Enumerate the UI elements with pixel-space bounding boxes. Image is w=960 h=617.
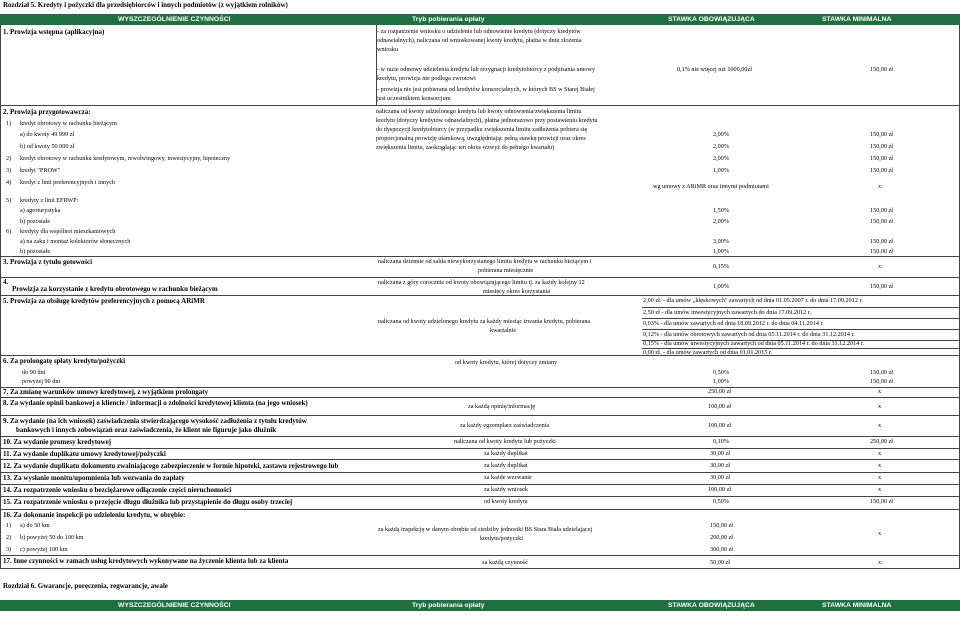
- r12-title: 12. Za wydanie duplikatu dokumentu zwalniającego zabezpieczenie w formie hipoteki, zastawu rejestrowego lub: [3, 462, 339, 470]
- r15-rate: 0,50%: [713, 498, 729, 505]
- r13-rate: 30,00 zł: [710, 474, 730, 481]
- r11-rate: 30,00 zł: [710, 450, 730, 457]
- r12-min: x: [878, 462, 882, 469]
- r4-num: 4.: [3, 278, 9, 286]
- r2-item-label: a) na zaku i montaż kolektorów słonecznych: [20, 238, 131, 245]
- r9-rate: 100,00 zł: [708, 422, 732, 429]
- header-col-rate: STAWKA OBOWIĄZUJĄCA: [668, 16, 755, 23]
- r11-min: x: [878, 450, 882, 457]
- header-col-min: STAWKA MINIMALNA: [822, 16, 892, 23]
- r2-item-min: 150,00 zł: [870, 131, 894, 138]
- header-col-mode: Tryb pobierania opłaty: [412, 16, 485, 23]
- r5-rate: 0,15% - dla umów inwestycyjnych zawartych od dnia 05.11.2014 r. do dnia 31.12.2014 r.: [643, 340, 865, 347]
- r3-rate: 0,15%: [713, 263, 729, 270]
- r4-min: 150,00 zł: [870, 283, 894, 290]
- r1-mode-line: - za rozpatrzenie wniosku o udzielenie lub odnowienie kredytu (dotyczy kredytów: [377, 28, 581, 35]
- r1-min: 150,00 zł: [870, 66, 894, 73]
- r6-mode: od kwoty kredytu, której dotyczy zmiany: [455, 359, 558, 366]
- r1-mode-line: odnawialnych), naliczana od wnioskowanej kwoty kredytu, płatna w dniu złożenia: [377, 37, 582, 44]
- r2-item-min: 150,00 zł: [870, 248, 894, 255]
- r1-note-line: - prowizja nie jest pobierana od kredytów konsorcjalnych, w których BS w Starej Białej: [377, 86, 595, 93]
- r16-item-num: 2): [6, 534, 12, 541]
- r5-rate: 2,50 zł - dla umów inwestycyjnych zawartych do dnia 17.09.2012 r.: [643, 309, 812, 316]
- r16-item-rate: 300,00 zł: [710, 546, 734, 553]
- r10-rate: 0,10%: [713, 438, 729, 445]
- footer-header-col-mode: Tryb pobierania opłaty: [412, 602, 485, 609]
- r2-item-label: b) od kwoty 50 000 zł: [20, 143, 75, 150]
- r6-item-label: do 90 dni: [22, 369, 46, 376]
- r2-mode-line: proporcjonalną prowizję ułamkową, uwzględniając pełną stawkę prowizji oraz okres: [376, 135, 586, 142]
- r2-item-rate: 1,00%: [713, 167, 729, 174]
- footer-section-title: Rozdział 6. Gwarancje, poręczenia, regwarancje, awale: [3, 582, 168, 590]
- r16-item-label: c) powyżej 100 km: [20, 546, 68, 553]
- r11-mode: za każdy duplikat: [484, 450, 528, 457]
- r8-rate: 100,00 zł: [708, 403, 732, 410]
- r2-item-min: 150,00 zł: [870, 218, 894, 225]
- r3-mode-line: pobierana miesięcznie: [478, 267, 534, 274]
- r16-title: 16. Za dokonanie inspekcji po udzieleniu kredytu, w obrębie:: [3, 511, 186, 519]
- r2-item-num: 3): [6, 167, 12, 174]
- r3-min: x: [878, 263, 882, 270]
- r13-min: x: [878, 474, 882, 481]
- r5-rate: 0,03% - dla umów zawartych od dnia 18.09.2012 r. do dnia 04.11.2014 r.: [643, 320, 824, 327]
- r17-mode: za każdą czynność: [482, 559, 529, 566]
- r2-item-rate: 1,50%: [713, 207, 729, 214]
- r8-mode: za każdą opinię/informację: [468, 403, 535, 410]
- r2-item-num: 6): [6, 228, 12, 235]
- r2-item-min: 150,00 zł: [870, 155, 894, 162]
- r2-title: 2. Prowizja przygotowawcza:: [3, 108, 91, 116]
- r16-item-label: b) powyżej 50 do 100 km: [20, 534, 84, 541]
- r13-mode: za każde wezwanie: [484, 474, 532, 481]
- r2-item-label: kredyt obrotowy w rachunku kredytowym, rewolwingowy, inwestycyjny, hipoteczny: [20, 155, 231, 162]
- table-header: [0, 14, 960, 25]
- r17-min: x: [878, 559, 882, 566]
- r2-item-rate: 2,00%: [713, 131, 729, 138]
- r12-rate: 30,00 zł: [710, 462, 730, 469]
- r2-item-label: kredyt obrotowy w rachunku bieżącym: [20, 120, 117, 127]
- r5-title: 5. Prowizja za obsługę kredytów preferencyjnych z pomocą ARiMR: [3, 297, 205, 305]
- r16-min: x: [878, 530, 882, 537]
- footer-header-col-rate: STAWKA OBOWIĄZUJĄCA: [668, 602, 755, 609]
- r4-rate: 1,00%: [713, 283, 729, 290]
- r2-item-label: kredyt z linii preferencyjnych i innych: [20, 179, 116, 186]
- r7-min: x: [878, 388, 882, 395]
- r2-item-min: 150,00 zł: [870, 143, 894, 150]
- r16-item-rate: 200,00 zł: [710, 534, 734, 541]
- r2-item-min: 150,00 zł: [870, 238, 894, 245]
- r16-item-label: a) do 50 km: [20, 522, 50, 529]
- r5-mode-line: naliczana od kwoty udzielonego kredytu za każdy miesiąc trwania kredytu, pobierana: [378, 318, 591, 325]
- r17-rate: 50,00 zł: [710, 559, 730, 566]
- r16-item-rate: 150,00 zł: [710, 522, 734, 529]
- r2-item-rate: wg umowy z ARiMR oraz innymi podmiotami: [653, 183, 769, 190]
- r2-item-label: kredyty dla wspólnot mieszkaniowych: [20, 228, 116, 235]
- r1-title: 1. Prowizja wstępna (aplikacyjna): [3, 28, 105, 36]
- footer-table-header: [0, 600, 960, 611]
- r2-item-min: 150,00 zł: [870, 207, 894, 214]
- r16-item-num: 1): [6, 522, 12, 529]
- r16-item-num: 3): [6, 546, 12, 553]
- r2-item-label: kredyt "PROW": [20, 167, 61, 174]
- r2-item-label: b) pozostałe: [20, 248, 51, 255]
- r14-mode: za każdy wniosek: [484, 486, 528, 493]
- r11-title: 11. Za wydanie duplikatu umowy kredytowej/pożyczki: [3, 450, 166, 458]
- r13-title: 13. Za wysłanie monitu/upomnienia lub wezwania do zapłaty: [3, 474, 185, 482]
- r5-rate: 2,00 zł. - dla umów „klęskowych" zawartych od dnia 01.05.2007 r. do dnia 17.09.2012 r.: [643, 297, 863, 304]
- r2-item-num: 4): [6, 179, 12, 186]
- r2-item-rate: 1,00%: [713, 248, 729, 255]
- r6-item-rate: 0,50%: [713, 369, 729, 376]
- r2-item-num: 2): [6, 155, 12, 162]
- r2-item-rate: 2,00%: [713, 218, 729, 225]
- r4-mode-line: miesięcy okres korzystania: [483, 288, 551, 295]
- r17-title: 17. Inne czynności w ramach usług kredytowych wykonywane na życzenie klienta lub za klienta: [3, 557, 289, 565]
- r2-mode-line: naliczana od kwoty udzielonego kredytu lub kwoty odnowienia/zwiększenia limitu: [376, 108, 582, 115]
- r14-min: x: [878, 486, 882, 493]
- r15-min: 150,00 zł: [870, 498, 894, 505]
- r3-mode-line: naliczana dziennie od salda niewykorzystanego limitu kredytu w rachunku bieżącym i: [378, 258, 592, 265]
- r4-title: Prowizja za korzystanie z kredytu obrotowego w rachunku bieżącym: [12, 285, 218, 293]
- r6-item-rate: 1,00%: [713, 378, 729, 385]
- r7-title: 7. Za zmianę warunków umowy kredytowej, z wyjątkiem prolongaty: [3, 388, 209, 396]
- footer-header-col-min: STAWKA MINIMALNA: [822, 602, 892, 609]
- r2-mode-line: zwiększenia limitu, zaokrąglając ten okres wzwyż do pełnego kwartału): [376, 144, 555, 151]
- r2-item-label: a) agroturystyka: [20, 207, 61, 214]
- r2-item-label: a) do kwoty 49 999 zł: [20, 131, 75, 138]
- r10-title: 10. Za wydanie promesy kredytowej: [3, 438, 112, 446]
- r2-item-rate: 2,00%: [713, 143, 729, 150]
- r2-item-min: x: [878, 183, 882, 190]
- r2-mode-line: do dyspozycji kredytobiorcy (w przypadku zwiększenia limitu zadłużenia pobiera się: [376, 126, 588, 133]
- header-col-description: WYSZCZEGÓLNIENIE CZYNNOŚCI: [118, 16, 231, 23]
- r14-title: 14. Za rozpatrzenie wniosku o bezciężarowe odłączenie części nieruchomości: [3, 486, 232, 494]
- r15-mode: od kwoty kredytu: [484, 498, 528, 505]
- r2-item-min: 150,00 zł: [870, 167, 894, 174]
- r10-mode: naliczana od kwoty kredytu lub pożyczki: [454, 438, 556, 445]
- r5-rate: 0,12% - dla umów obrotowych zawartych od dnia 05.11.2014 r. do dnia 31.12.2014 r.: [643, 331, 855, 338]
- r2-item-label: b) pozostałe: [20, 218, 51, 225]
- r16-mode-line: kredytu/pożyczki: [480, 535, 523, 542]
- r4-mode-line: naliczana z góry corocznie od kwoty obowiązującego limitu tj. za każdy kolejny 12: [378, 279, 585, 286]
- r12-mode: za każdy duplikat: [484, 462, 528, 469]
- r14-rate: 100,00 zł: [708, 486, 732, 493]
- r10-min: 250,00 zł: [870, 438, 894, 445]
- r2-item-label: kredyty z linii EFRWP:: [20, 197, 79, 204]
- r9-mode: za każdy egzemplarz zaświadczenia: [460, 422, 550, 429]
- footer-header-col-description: WYSZCZEGÓLNIENIE CZYNNOŚCI: [118, 602, 231, 609]
- r1-note-line: - w razie odmowy udzielenia kredytu lub rezygnacji kredytobiorcy z podpisania umowy: [377, 66, 596, 73]
- r1-note-line: kredytu, prowizja nie podlega zwrotowi: [377, 75, 476, 82]
- r8-title: 8. Za wydanie opinii bankowej o kliencie / informacji o zdolności kredytowej klienta (na jego wniosek): [3, 399, 308, 407]
- r1-note-line: jest uczestnikiem konsorcjum: [377, 95, 451, 102]
- r2-item-rate: 2,00%: [713, 155, 729, 162]
- r6-title: 6. Za prolongatę spłaty kredytu/pożyczki: [3, 357, 126, 365]
- r16-mode-line: za każdą inspekcję w danym obrębie od siedziby jednostki BS Stara Biała udzielającej: [378, 526, 593, 533]
- r6-item-min: 150,00 zł: [870, 378, 894, 385]
- r9-title: bankowych i innych zobowiązań oraz zaświadczenia, że klient nie figuruje jako dłużnik: [16, 426, 277, 434]
- r5-mode-line: kwartalnie: [490, 327, 517, 334]
- r9-title: 9. Za wydanie (na ich wniosek) zaświadczenia stwierdzającego wysokość zadłużenia z tytułu kredytów: [3, 417, 307, 425]
- r8-min: x: [878, 403, 882, 410]
- r2-item-num: 1): [6, 120, 12, 127]
- r2-item-rate: 3,00%: [713, 238, 729, 245]
- r9-min: x: [878, 422, 882, 429]
- r3-title: 3. Prowizja z tytułu gotowości: [3, 258, 93, 266]
- r5-rate: 0,00 zł. - dla umów zawartych od dnia 01.01.2015 r.: [643, 349, 773, 356]
- r2-mode-line: kredytu (dotyczy kredytów odnawialnych), płatna jednorazowo przy postawieniu kredytu: [376, 117, 598, 124]
- r2-item-num: 5): [6, 197, 12, 204]
- r15-title: 15. Za rozpatrzenie wniosku o przejęcie długu dłużnika lub przystąpienie do długu osoby trzeciej: [3, 498, 293, 506]
- r1-mode-line: wniosku: [377, 46, 398, 53]
- r6-item-label: powyżej 90 dni: [22, 378, 61, 385]
- section-title: Rozdział 5. Kredyty i pożyczki dla przedsiębiorców i innych podmiotów (z wyjątkiem rolników): [3, 1, 288, 9]
- r1-rate: 0,1% nie więcej niż 1000,00zł: [677, 66, 752, 73]
- r6-item-min: 150,00 zł: [870, 369, 894, 376]
- r7-rate: 250,00 zł: [708, 388, 732, 395]
